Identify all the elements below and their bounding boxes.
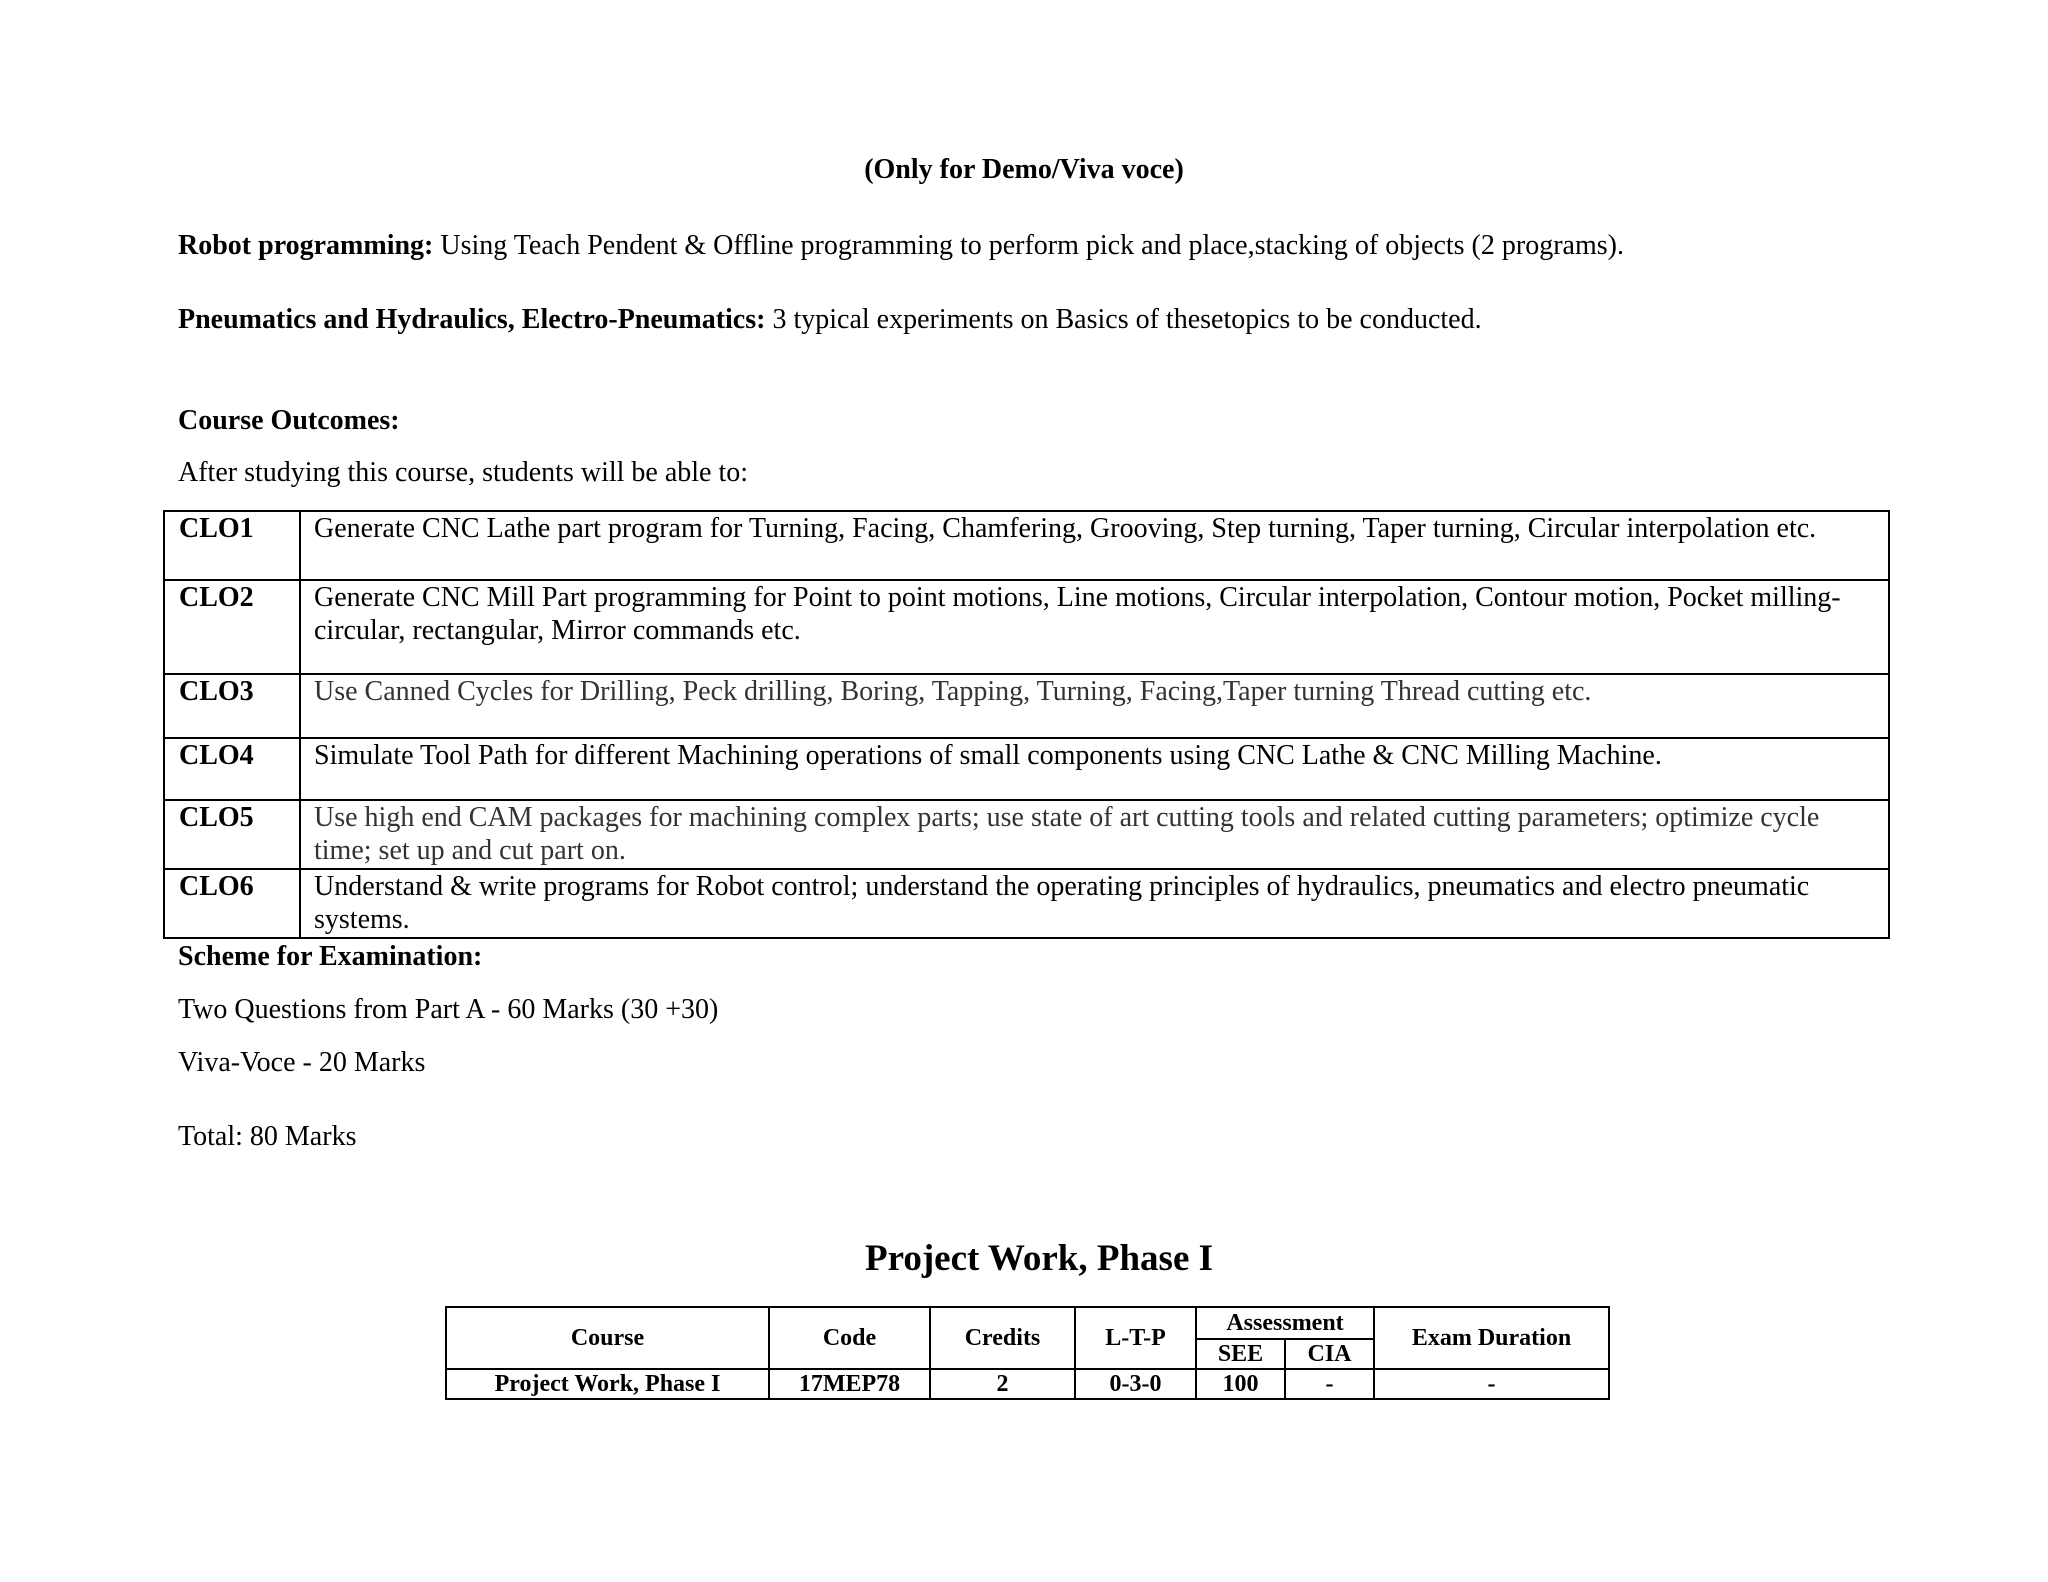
cell-cia: - [1285, 1369, 1374, 1399]
clo-code: CLO5 [164, 800, 300, 869]
clo-description: Understand & write programs for Robot control; understand the operating principles of hydraulics, pneumatics and electro pneumatic systems. [300, 869, 1889, 938]
clo-code: CLO6 [164, 869, 300, 938]
header-exam-duration: Exam Duration [1374, 1307, 1609, 1369]
pneumatics-text: 3 typical experiments on Basics of thesetopics to be conducted. [765, 304, 1482, 335]
pneumatics-paragraph [178, 302, 1482, 338]
table-row [164, 738, 1889, 800]
cell-ltp: 0-3-0 [1075, 1369, 1196, 1399]
scheme-heading: Scheme for Examination: [178, 941, 483, 972]
clo-description: Generate CNC Mill Part programming for Point to point motions, Line motions, Circular interpolation, Contour motion, Pocket milling- circular, rectangular, Mirror commands etc. [300, 580, 1889, 674]
course-outcomes-table [163, 510, 1890, 939]
robot-programming-paragraph [178, 228, 1624, 264]
clo-code: CLO4 [164, 738, 300, 800]
clo-code: CLO3 [164, 674, 300, 738]
clo-description: Use Canned Cycles for Drilling, Peck drilling, Boring, Tapping, Turning, Facing,Taper turning Thread cutting etc. [300, 674, 1889, 738]
table-row [164, 674, 1889, 738]
header-credits: Credits [930, 1307, 1075, 1369]
scheme-line-part-a: Two Questions from Part A - 60 Marks (30 +30) [178, 994, 719, 1025]
scheme-total: Total: 80 Marks [178, 1121, 357, 1152]
clo-description: Simulate Tool Path for different Machining operations of small components using CNC Lathe & CNC Milling Machine. [300, 738, 1889, 800]
pneumatics-label: Pneumatics and Hydraulics, Electro-Pneumatics: [178, 304, 766, 335]
clo-code: CLO2 [164, 580, 300, 674]
course-outcomes-intro: After studying this course, students will be able to: [178, 457, 749, 488]
table-header-row [446, 1307, 1609, 1339]
table-row [446, 1369, 1609, 1399]
cell-code: 17MEP78 [769, 1369, 930, 1399]
table-row [164, 511, 1889, 580]
table-row [164, 800, 1889, 869]
header-cia: CIA [1285, 1339, 1374, 1369]
robot-programming-label: Robot programming: [178, 230, 434, 261]
demo-viva-heading: (Only for Demo/Viva voce) [864, 154, 1184, 185]
cell-see: 100 [1196, 1369, 1285, 1399]
header-code: Code [769, 1307, 930, 1369]
project-course-table [445, 1306, 1610, 1400]
header-course: Course [446, 1307, 769, 1369]
table-row [164, 580, 1889, 674]
clo-code: CLO1 [164, 511, 300, 580]
course-outcomes-heading: Course Outcomes: [178, 405, 400, 436]
cell-credits: 2 [930, 1369, 1075, 1399]
table-row [164, 869, 1889, 938]
cell-course: Project Work, Phase I [446, 1369, 769, 1399]
scheme-line-viva: Viva-Voce - 20 Marks [178, 1047, 426, 1078]
cell-exam-duration: - [1374, 1369, 1609, 1399]
header-ltp: L-T-P [1075, 1307, 1196, 1369]
robot-programming-text: Using Teach Pendent & Offline programming to perform pick and place,stacking of objects (2 programs). [433, 230, 1624, 261]
header-assessment: Assessment [1196, 1307, 1374, 1339]
project-work-title: Project Work, Phase I [864, 1238, 1214, 1279]
clo-description: Use high end CAM packages for machining complex parts; use state of art cutting tools and related cutting parameters; optimize cycle time; set up and cut part on. [300, 800, 1889, 869]
clo-description: Generate CNC Lathe part program for Turning, Facing, Chamfering, Grooving, Step turning, Taper turning, Circular interpolation etc. [300, 511, 1889, 580]
header-see: SEE [1196, 1339, 1285, 1369]
